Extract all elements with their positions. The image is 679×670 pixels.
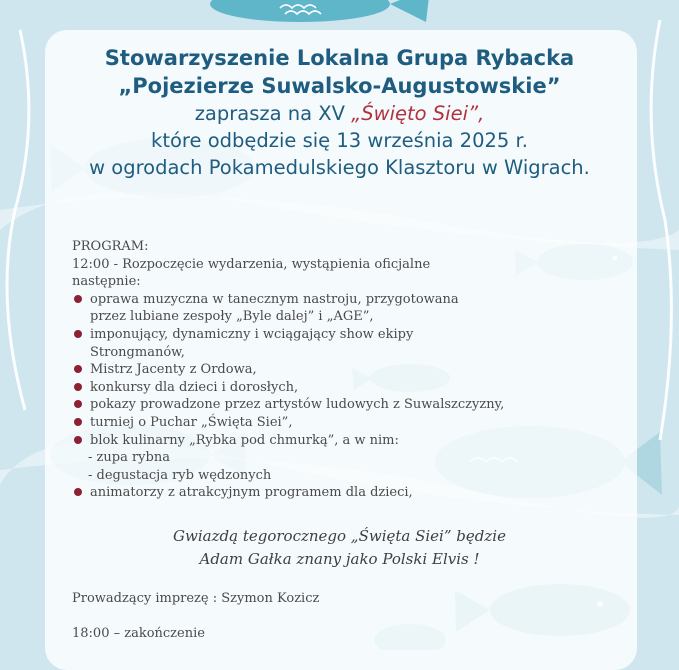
program-item <box>72 432 632 450</box>
program-item-text: pokazy prowadzone przez artystów ludowych z Suwalszczyzny, <box>90 397 505 413</box>
program-item-text: turniej o Puchar „Święta Siei”, <box>90 414 293 430</box>
program-sub-item: - zupa rybna <box>88 450 170 466</box>
end-line: 18:00 – zakończenie <box>72 626 205 641</box>
star-announcement <box>0 525 679 570</box>
invite-line <box>0 100 679 127</box>
bullet-icon <box>74 418 82 426</box>
program-next-label: następnie: <box>72 274 141 290</box>
bullet-icon <box>74 436 82 444</box>
program-section <box>72 238 632 502</box>
program-item-text: Mistrz Jacenty z Ordowa, <box>90 362 257 378</box>
place-line: w ogrodach Pokamedulskiego Klasztoru w Wigrach. <box>89 156 590 179</box>
fish-icon <box>210 0 430 22</box>
host-line: Prowadzący imprezę : Szymon Kozicz <box>72 591 320 606</box>
program-item-text: blok kulinarny „Rybka pod chmurką”, a w nim: <box>90 432 399 448</box>
program-item-text: animatorzy z atrakcyjnym programem dla dzieci, <box>90 485 413 501</box>
bullet-icon <box>74 365 82 373</box>
date-line: które odbędzie się 13 września 2025 r. <box>151 129 528 152</box>
program-item-text: przez lubiane zespoły „Byle dalej” i „AGE”, <box>90 309 374 325</box>
program-item <box>72 379 632 397</box>
program-sub-item: - degustacja ryb wędzonych <box>88 467 272 483</box>
star-line1: Gwiazdą tegorocznego „Święta Siei” będzie <box>173 527 506 545</box>
bullet-icon <box>74 400 82 408</box>
star-line2: Adam Gałka znany jako Polski Elvis ! <box>199 549 480 568</box>
program-item <box>72 396 632 414</box>
bullet-icon <box>74 330 82 338</box>
program-item <box>72 484 632 502</box>
program-item <box>72 291 632 326</box>
program-item-text: oprawa muzyczna w tanecznym nastroju, przygotowana <box>90 291 459 307</box>
program-item-text: konkursy dla dzieci i dorosłych, <box>90 379 299 395</box>
program-item <box>72 361 632 379</box>
invite-prefix: zaprasza na XV <box>194 102 352 125</box>
program-item-text: imponujący, dynamiczny i wciągający show ekipy <box>90 326 414 342</box>
bullet-icon <box>74 488 82 496</box>
program-item <box>72 326 632 361</box>
bullet-icon <box>74 295 82 303</box>
program-item-text: Strongmanów, <box>90 344 185 360</box>
org-name-line2: „Pojezierze Suwalsko-Augustowskie” <box>118 74 561 98</box>
program-heading: PROGRAM: <box>72 239 149 254</box>
festival-name: „Święto Siei”, <box>351 102 485 125</box>
program-start: 12:00 - Rozpoczęcie wydarzenia, wystąpienia oficjalne <box>72 256 431 272</box>
org-name-line1: Stowarzyszenie Lokalna Grupa Rybacka <box>104 46 575 70</box>
header <box>0 44 679 181</box>
program-item <box>72 414 632 432</box>
bullet-icon <box>74 383 82 391</box>
